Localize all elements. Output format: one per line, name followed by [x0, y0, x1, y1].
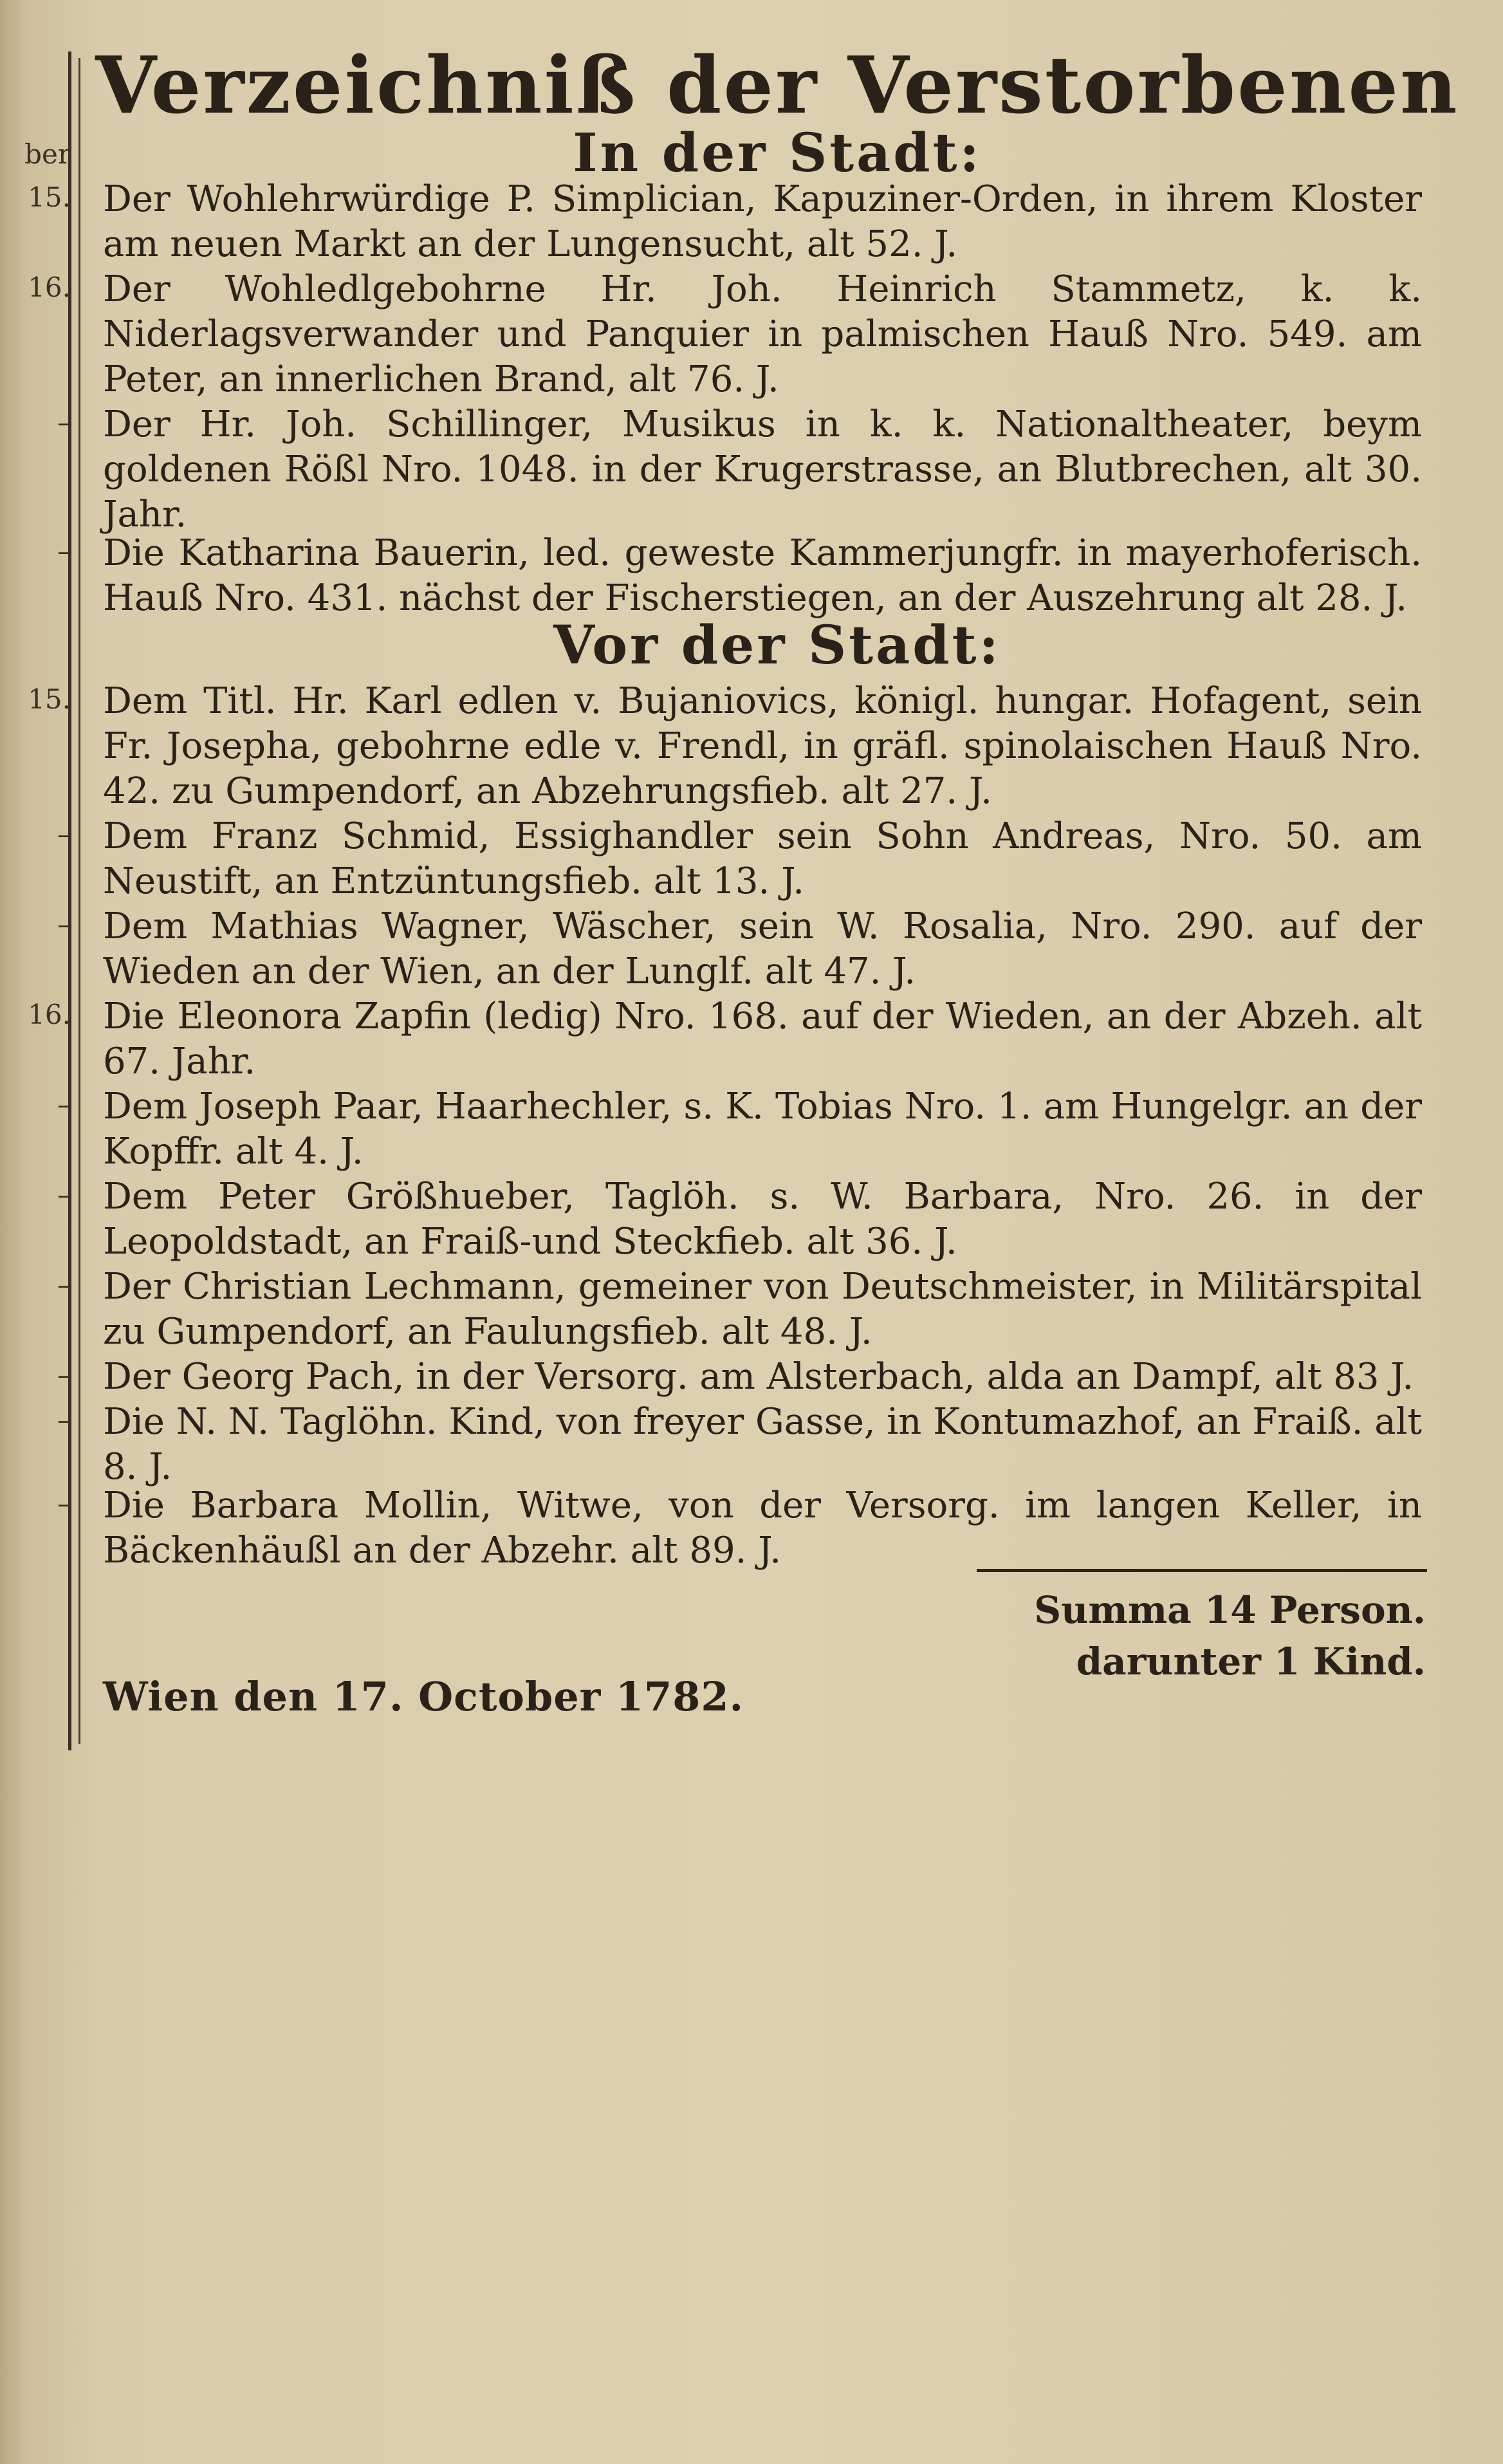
entry-text: Die N. N. Taglöhn. Kind, von freyer Gasse, in Kontumazhof, an Fraiß. alt 8. J. — [103, 1401, 1422, 1488]
entry-text: Dem Joseph Paar, Haarhechler, s. K. Tobias Nro. 1. am Hungelgr. an der Kopffr. alt 4. J. — [103, 1086, 1422, 1172]
entry-mark: – — [57, 535, 71, 567]
date-line: Wien den 17. October 1782. — [103, 1673, 744, 1720]
section-heading-city: In der Stadt: — [573, 122, 982, 184]
entry-mark: – — [57, 1089, 71, 1120]
entry-mark: – — [57, 1404, 71, 1436]
entry-mark: – — [57, 1269, 71, 1301]
summa-block — [1034, 1584, 1426, 1687]
entry-mark: – — [57, 407, 71, 438]
margin-rule-inner — [78, 58, 80, 1744]
entry-mark: – — [57, 1179, 71, 1210]
document-title: Verzeichniß der Verstorbenen — [95, 39, 1459, 131]
entry-text: Die Katharina Bauerin, led. geweste Kammerjungfr. in mayerhoferisch. Hauß Nro. 431. nächst der Fischerstiegen, an der Auszehrung alt 28. J. — [103, 532, 1422, 619]
entry-text: Dem Franz Schmid, Essighandler sein Sohn Andreas, Nro. 50. am Neustift, an Entzüntungsfieb. alt 13. J. — [103, 815, 1422, 902]
entry-mark: 16. — [28, 999, 71, 1030]
summa-total: Summa 14 Person. — [1034, 1588, 1426, 1632]
entry-mark: – — [57, 1359, 71, 1391]
entry-text: Dem Mathias Wagner, Wäscher, sein W. Rosalia, Nro. 290. auf der Wieden an der Wien, an der Lunglf. alt 47. J. — [103, 905, 1422, 992]
entry-text: Dem Titl. Hr. Karl edlen v. Bujaniovics, königl. hungar. Hofagent, sein Fr. Josepha, gebohrne edle v. Frendl, in gräfl. spinolaischen Hauß Nro. 42. zu Gumpendorf, an Abzehrungsfieb. alt 27. J. — [103, 680, 1422, 812]
section-heading-outside: Vor der Stadt: — [553, 615, 1001, 676]
entry-text: Der Wohledlgebohrne Hr. Joh. Heinrich Stammetz, k. k. Niderlagsverwander und Panquier in palmischen Hauß Nro. 549. am Peter, an innerlichen Brand, alt 76. J. — [103, 268, 1422, 400]
entry-text: Der Hr. Joh. Schillinger, Musikus in k. k. Nationaltheater, beym goldenen Rößl Nro. 1048. in der Krugerstrasse, an Blutbrechen, alt 30. Jahr. — [103, 403, 1422, 535]
entry-text: Die Eleonora Zapfin (ledig) Nro. 168. auf der Wieden, an der Abzeh. alt 67. Jahr. — [103, 996, 1422, 1082]
entry-text: Die Barbara Mollin, Witwe, von der Versorg. im langen Keller, in Bäckenhäußl an der Abzehr. alt 89. J. — [103, 1485, 1422, 1571]
summa-children: darunter 1 Kind. — [1076, 1640, 1426, 1683]
entry-mark: 15. — [28, 181, 71, 213]
summa-rule — [977, 1569, 1427, 1572]
entry-mark: 15. — [28, 683, 71, 715]
margin-note-top: ber — [24, 138, 71, 170]
entry-mark: – — [57, 819, 71, 850]
entry-mark: 16. — [28, 272, 71, 303]
entry-mark: – — [57, 909, 71, 940]
entry-text: Der Wohlehrwürdige P. Simplician, Kapuziner-Orden, in ihrem Kloster am neuen Markt an der Lungensucht, alt 52. J. — [103, 178, 1422, 265]
entry-text: Der Georg Pach, in der Versorg. am Alsterbach, alda an Dampf, alt 83 J. — [103, 1356, 1414, 1398]
entry-text: Der Christian Lechmann, gemeiner von Deutschmeister, in Militärspital zu Gumpendorf, an Faulungsfieb. alt 48. J. — [103, 1266, 1422, 1353]
entry-mark: – — [57, 1488, 71, 1519]
entry-text: Dem Peter Größhueber, Taglöh. s. W. Barbara, Nro. 26. in der Leopoldstadt, an Fraiß-und Steckfieb. alt 36. J. — [103, 1176, 1422, 1263]
